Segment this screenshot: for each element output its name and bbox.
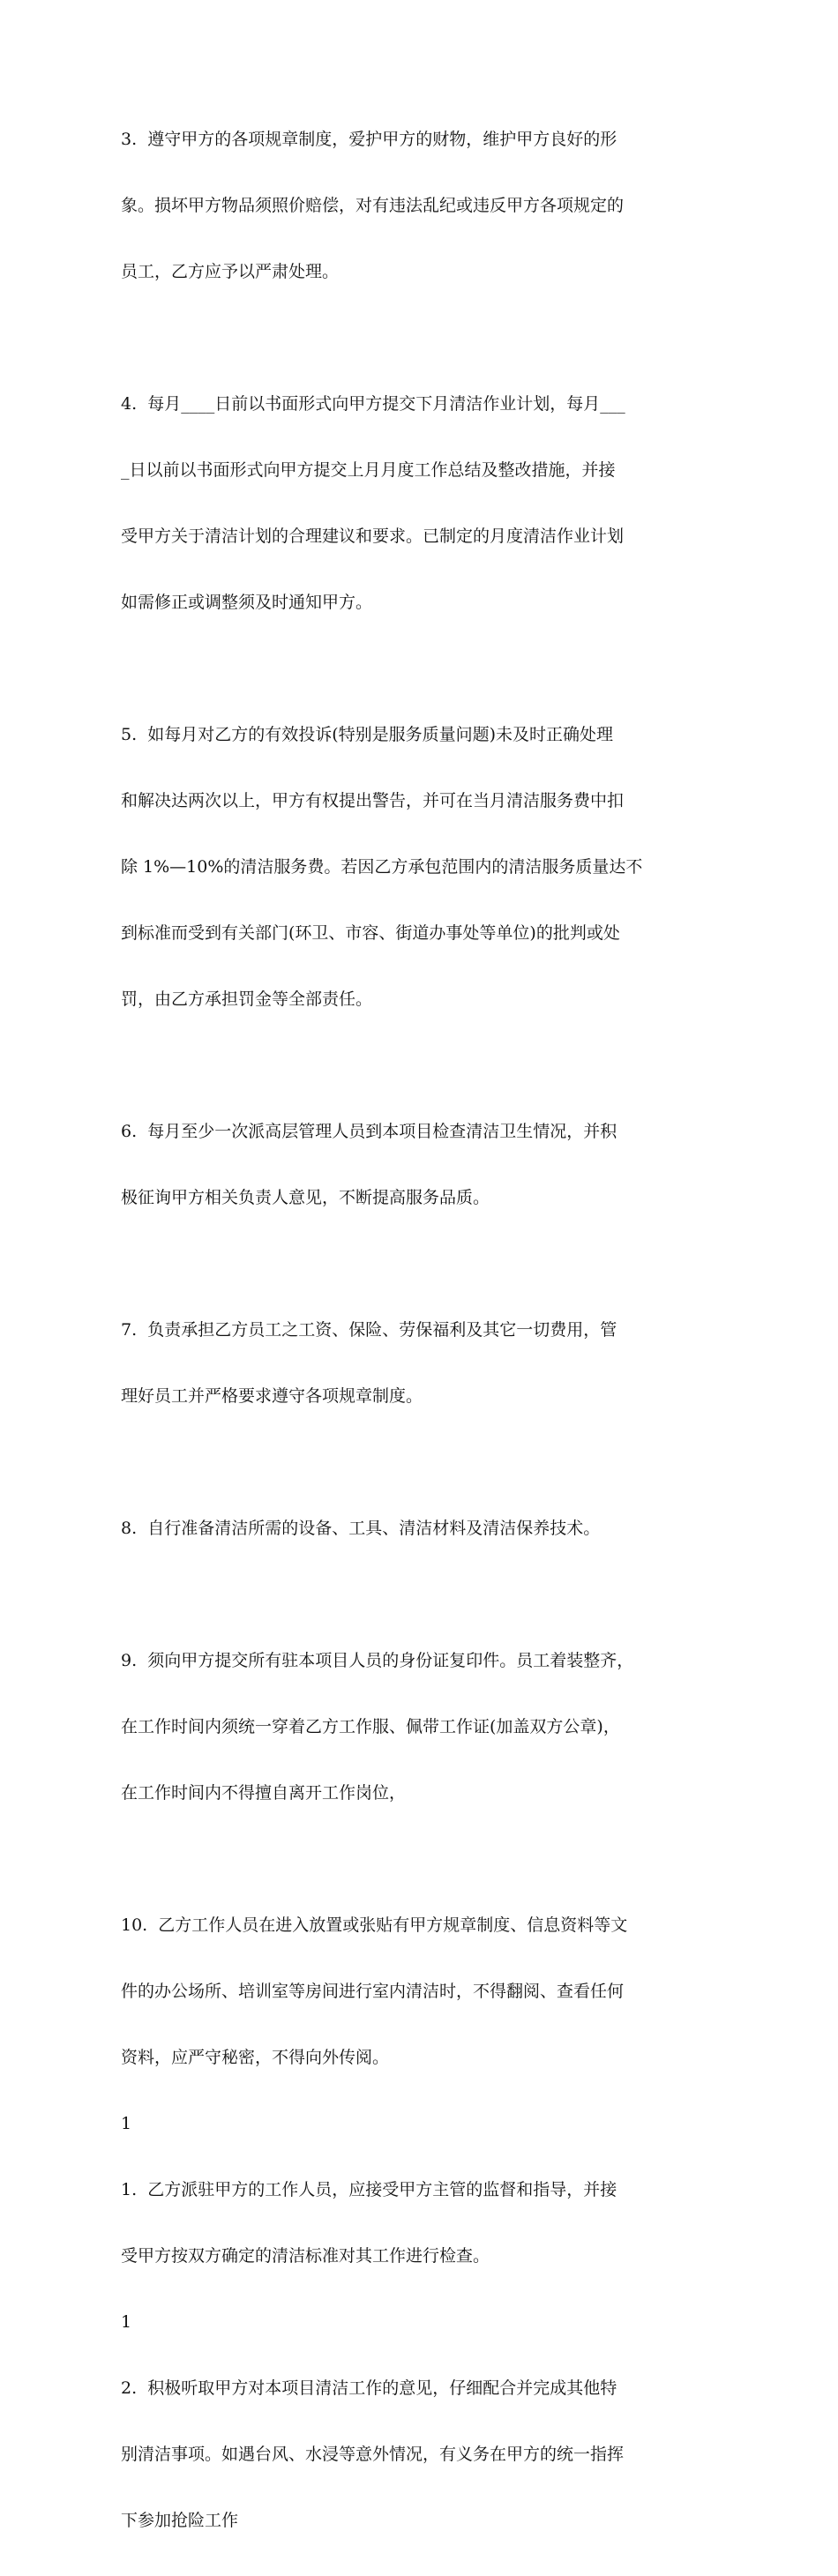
text-line: 极征询甲方相关负责人意见，不断提高服务品质。 <box>121 1188 490 1207</box>
text-line: 资料，应严守秘密，不得向外传阅。 <box>121 2048 390 2067</box>
clause-3 <box>121 85 721 327</box>
clause-10-to-12 <box>121 1870 721 2576</box>
text-line: 1 <box>121 2114 132 2133</box>
text-line: 受甲方按双方确定的清洁标准对其工作进行检查。 <box>121 2246 490 2266</box>
text-line: 到标准而受到有关部门(环卫、市容、街道办事处等单位)的批判或处 <box>121 923 620 943</box>
text-line: 罚，由乙方承担罚金等全部责任。 <box>121 989 373 1009</box>
document-page <box>121 85 721 2576</box>
clause-7 <box>121 1275 721 1452</box>
clause-6 <box>121 1077 721 1253</box>
clause-4 <box>121 349 721 658</box>
text-line: 在工作时间内不得擅自离开工作岗位， <box>121 1783 407 1803</box>
clause-8 <box>121 1474 721 1584</box>
text-line: 9. 须向甲方提交所有驻本项目人员的身份证复印件。员工着装整齐， <box>121 1651 634 1670</box>
text-line: 1. 乙方派驻甲方的工作人员，应接受甲方主管的监督和指导，并接 <box>121 2180 617 2199</box>
text-line: 5. 如每月对乙方的有效投诉(特别是服务质量问题)未及时正确处理 <box>121 725 614 744</box>
text-line: 8. 自行准备清洁所需的设备、工具、清洁材料及清洁保养技术。 <box>121 1519 601 1538</box>
text-line: 员工，乙方应予以严肃处理。 <box>121 262 340 281</box>
text-line: 理好员工并严格要求遵守各项规章制度。 <box>121 1386 423 1406</box>
text-line: 6. 每月至少一次派高层管理人员到本项目检查清洁卫生情况，并积 <box>121 1122 617 1141</box>
text-line: _日以前以书面形式向甲方提交上月月度工作总结及整改措施，并接 <box>121 460 616 480</box>
clause-9 <box>121 1606 721 1848</box>
text-line: 如需修正或调整须及时通知甲方。 <box>121 593 373 612</box>
text-line: 下参加抢险工作 <box>121 2511 239 2530</box>
text-line: 在工作时间内须统一穿着乙方工作服、佩带工作证(加盖双方公章)， <box>121 1717 620 1736</box>
text-line: 件的办公场所、培训室等房间进行室内清洁时，不得翻阅、查看任何 <box>121 1982 625 2001</box>
text-line: 和解决达两次以上，甲方有权提出警告，并可在当月清洁服务费中扣 <box>121 791 625 810</box>
text-line: 别清洁事项。如遇台风、水浸等意外情况，有义务在甲方的统一指挥 <box>121 2445 625 2464</box>
text-line: 1 <box>121 2312 132 2332</box>
text-line: 除 1%—10%的清洁服务费。若因乙方承包范围内的清洁服务质量达不 <box>121 857 643 877</box>
text-line: 3. 遵守甲方的各项规章制度，爱护甲方的财物，维护甲方良好的形 <box>121 130 617 149</box>
text-line: 4. 每月____日前以书面形式向甲方提交下月清洁作业计划，每月___ <box>121 394 625 414</box>
text-line: 象。损坏甲方物品须照价赔偿，对有违法乱纪或违反甲方各项规定的 <box>121 196 625 215</box>
text-line: 2. 积极听取甲方对本项目清洁工作的意见，仔细配合并完成其他特 <box>121 2378 617 2398</box>
text-line: 7. 负责承担乙方员工之工资、保险、劳保福利及其它一切费用，管 <box>121 1320 617 1340</box>
text-line: 受甲方关于清洁计划的合理建议和要求。已制定的月度清洁作业计划 <box>121 526 625 546</box>
text-line: 10. 乙方工作人员在进入放置或张贴有甲方规章制度、信息资料等文 <box>121 1915 628 1935</box>
clause-5 <box>121 680 721 1055</box>
